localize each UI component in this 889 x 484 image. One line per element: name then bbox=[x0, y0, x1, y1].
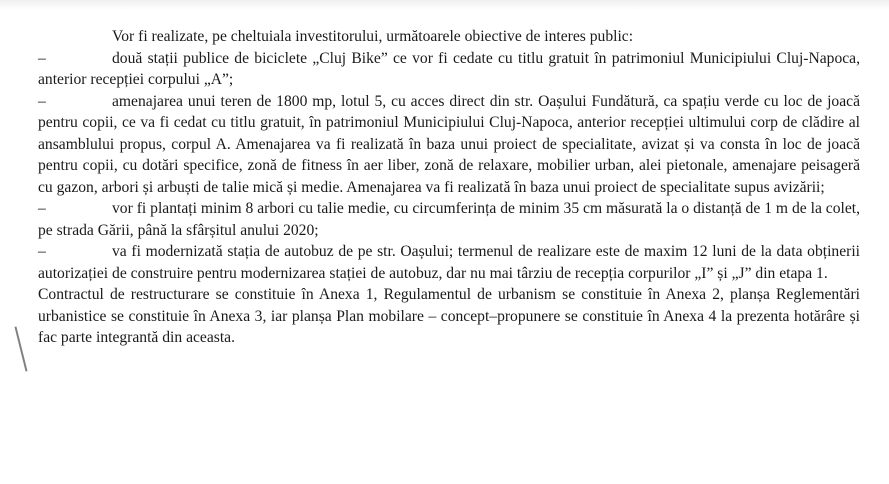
list-item-bike-stations bbox=[38, 48, 860, 91]
list-item-text: amenajarea unui teren de 1800 mp, lotul 5, cu acces direct din str. Oașului Fundătură, ca spațiu verde cu loc de joacă pentru copii, ce va fi cedat cu titlu gratuit, în patrimoniul Municipiului Cluj-Napoca, anterior recepției ultimului corp de clădire al ansamblului propus, corpul A. Amenajarea va fi realizată în baza unui proiect de specialitate, avizat și va consta în loc de joacă pentru copii, cu dotări specifice, zonă de fitness în aer liber, zonă de relaxare, mobilier urban, alei pietonale, amenajare peisageră cu gazon, arbori și arbuști de talie mică și medie. Amenajarea va fi realizată în baza unui proiect de specialitate supus avizării; bbox=[38, 92, 860, 196]
list-bullet: – bbox=[38, 243, 46, 260]
list-item-text: vor fi plantați minim 8 arbori cu talie medie, cu circumferința de minim 35 cm măsurată la o distanță de 1 m de la colet, pe strada Gării, până la sfârșitul anului 2020; bbox=[38, 200, 860, 239]
list-bullet: – bbox=[38, 49, 46, 67]
list-item-bus-station bbox=[38, 241, 860, 284]
margin-pen-mark bbox=[14, 326, 27, 371]
list-item-green-space bbox=[38, 91, 860, 199]
list-item-trees bbox=[38, 198, 860, 241]
list-item-text: va fi modernizată stația de autobuz de pe str. Oașului; termenul de realizare este de maxim 12 luni de la data obținerii autorizației de construire pentru modernizarea stației de autobuz, dar nu mai târziu de recepția corpurilor „I” și „J” din etapa 1. bbox=[38, 243, 860, 282]
intro-paragraph: Vor fi realizate, pe cheltuiala investitorului, următoarele obiective de interes public: bbox=[112, 28, 634, 45]
list-bullet: – bbox=[38, 200, 46, 217]
list-item-text: două stații publice de biciclete „Cluj Bike” ce vor fi cedate cu titlu gratuit în patrimoniul Municipiului Cluj-Napoca, anterior recepției corpului „A”; bbox=[38, 49, 860, 88]
document-page bbox=[38, 26, 860, 349]
list-bullet: – bbox=[38, 92, 46, 110]
closing-paragraph: Contractul de restructurare se constituie în Anexa 1, Regulamentul de urbanism se constituie în Anexa 2, planșa Reglementări urbanistice se constituie în Anexa 3, iar planșa Plan mobilare – concept–propunere se constituie în Anexa 4 la prezenta hotărâre și fac parte integrantă din aceasta. bbox=[38, 286, 860, 346]
scan-top-edge bbox=[0, 0, 889, 10]
